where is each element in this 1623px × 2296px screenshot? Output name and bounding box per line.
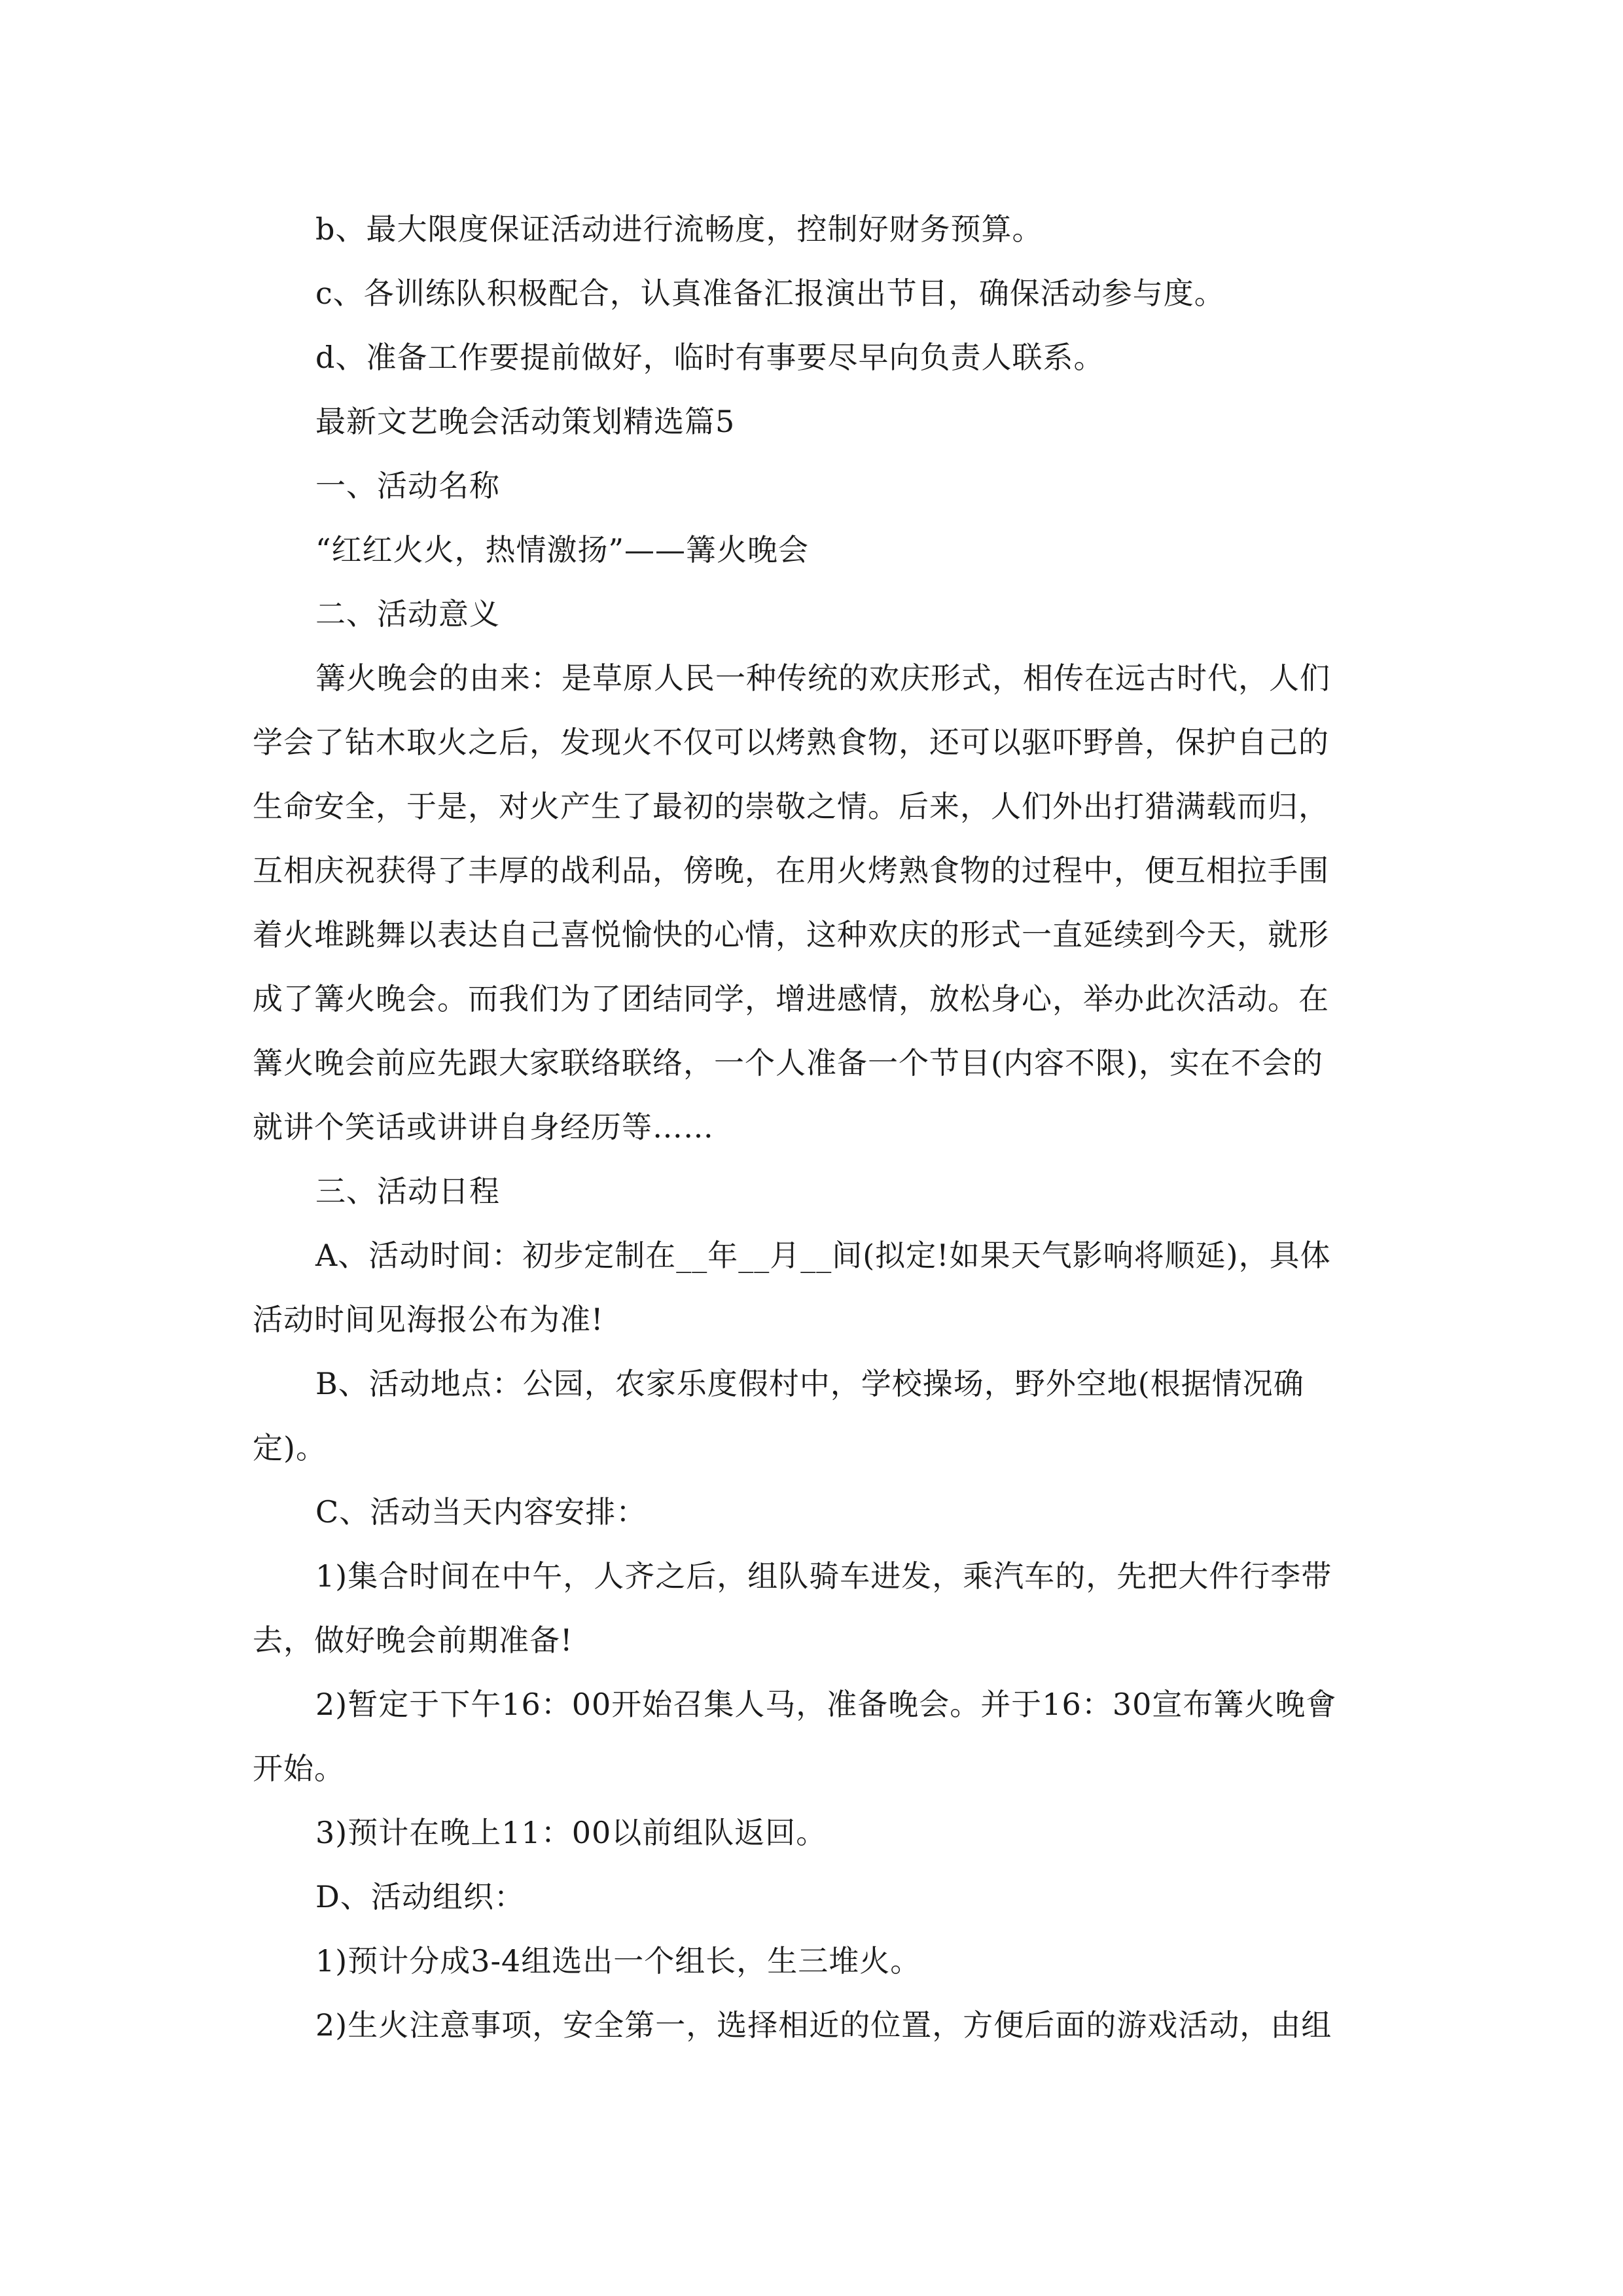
text-line: 3)预计在晚上11：00以前组队返回。 — [315, 1815, 827, 1850]
text-line: 活动时间见海报公布为准! — [253, 1302, 604, 1337]
text-line: 开始。 — [253, 1751, 345, 1786]
text-line: A、活动时间：初步定制在__年__月__间(拟定!如果天气影响将顺延)，具体 — [315, 1238, 1331, 1273]
text-line: “红红火火，热情激扬”——篝火晚会 — [315, 532, 810, 567]
text-line: 2)暂定于下午16：00开始召集人马，准备晚会。并于16：30宣布篝火晚會 — [315, 1687, 1337, 1722]
paragraph-line: 学会了钻木取火之后，发现火不仅可以烤熟食物，还可以驱吓野兽，保护自己的 — [253, 725, 1329, 760]
text-line: C、活动当天内容安排： — [315, 1494, 647, 1530]
heading: 三、活动日程 — [315, 1174, 500, 1209]
text-line: 1)集合时间在中午，人齐之后，组队骑车进发，乘汽车的，先把大件行李带 — [315, 1558, 1332, 1594]
paragraph-line: 互相庆祝获得了丰厚的战利品，傍晚，在用火烤熟食物的过程中，便互相拉手围 — [253, 853, 1329, 888]
paragraph-line: 篝火晚会前应先跟大家联络联络，一个人准备一个节目(内容不限)，实在不会的 — [253, 1045, 1323, 1081]
section-title: 最新文艺晚会活动策划精选篇5 — [315, 404, 736, 439]
paragraph-line: 就讲个笑话或讲讲自身经历等…… — [253, 1109, 714, 1145]
text-line: B、活动地点：公园，农家乐度假村中，学校操场，野外空地(根据情况确 — [315, 1366, 1304, 1401]
heading: 一、活动名称 — [315, 468, 500, 503]
text-line: 定)。 — [253, 1430, 327, 1465]
paragraph-line: 成了篝火晚会。而我们为了团结同学，增进感情，放松身心，举办此次活动。在 — [253, 981, 1329, 1016]
text-line: b、最大限度保证活动进行流畅度，控制好财务预算。 — [315, 211, 1043, 247]
paragraph-line: 篝火晚会的由来：是草原人民一种传统的欢庆形式，相传在远古时代，人们 — [315, 660, 1330, 696]
heading: 二、活动意义 — [315, 596, 500, 632]
text-line: c、各训练队积极配合，认真准备汇报演出节目，确保活动参与度。 — [315, 276, 1225, 311]
text-line: 1)预计分成3-4组选出一个组长，生三堆火。 — [315, 1943, 921, 1979]
text-line: 2)生火注意事项，安全第一，选择相近的位置，方便后面的游戏活动，由组 — [315, 2007, 1332, 2043]
paragraph-line: 着火堆跳舞以表达自己喜悦愉快的心情，这种欢庆的形式一直延续到今天，就形 — [253, 917, 1329, 952]
text-line: 去，做好晚会前期准备! — [253, 1623, 573, 1658]
text-line: d、准备工作要提前做好，临时有事要尽早向负责人联系。 — [315, 340, 1105, 375]
paragraph-line: 生命安全，于是，对火产生了最初的崇敬之情。后来，人们外出打猎满载而归， — [253, 789, 1329, 824]
text-line: D、活动组织： — [315, 1879, 525, 1914]
